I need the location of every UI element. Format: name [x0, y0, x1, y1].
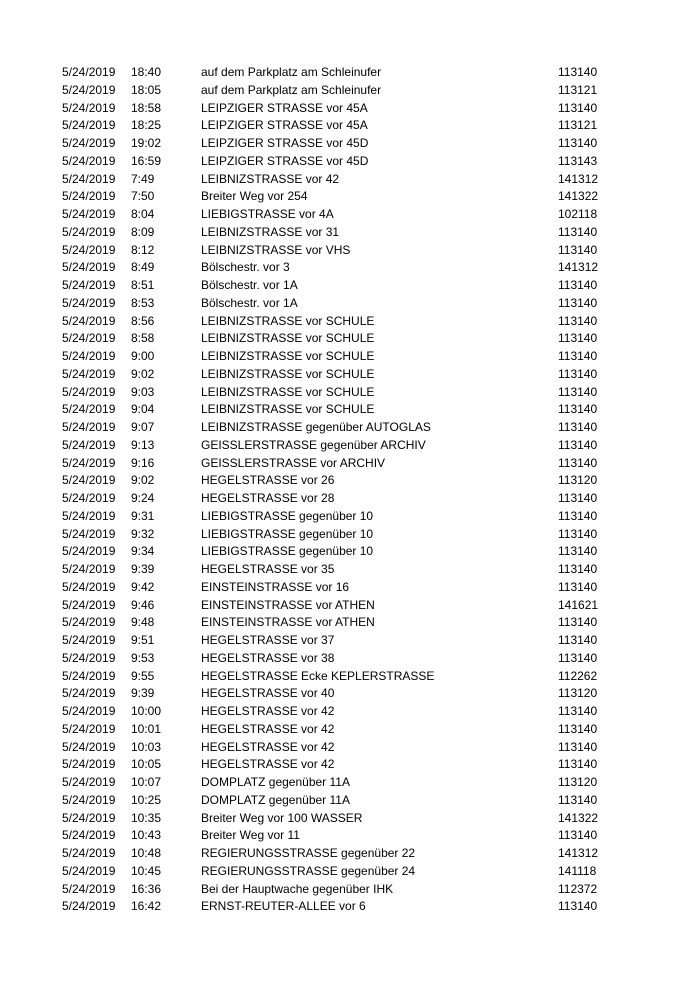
location-cell: EINSTEINSTRASSE vor 16 — [201, 579, 350, 594]
code-cell: 112262 — [558, 668, 598, 683]
date-cell: 5/24/2019 — [62, 597, 116, 612]
time-cell: 8:51 — [131, 278, 155, 292]
time-cell: 8:49 — [131, 260, 155, 275]
time-cell: 10:35 — [131, 810, 162, 825]
table-row — [0, 650, 700, 668]
date-cell: 5/24/2019 — [62, 491, 116, 505]
table-row — [0, 455, 700, 473]
location-cell: Bölschestr. vor 1A — [201, 278, 298, 292]
location-cell: EINSTEINSTRASSE vor ATHEN — [201, 597, 375, 612]
code-cell: 113140 — [558, 757, 598, 772]
date-cell: 5/24/2019 — [62, 295, 116, 310]
location-cell: LIEBIGSTRASSE vor 4A — [201, 207, 334, 221]
code-cell: 113121 — [558, 82, 598, 97]
code-cell: 141118 — [558, 863, 597, 878]
time-cell: 10:45 — [131, 863, 162, 878]
date-cell: 5/24/2019 — [62, 402, 116, 417]
time-cell: 19:02 — [131, 136, 162, 150]
code-cell: 113140 — [558, 366, 598, 381]
date-cell: 5/24/2019 — [62, 313, 116, 328]
location-cell: Bei der Hauptwache gegenüber IHK — [201, 881, 394, 896]
code-cell: 113140 — [558, 508, 598, 523]
table-row — [0, 366, 700, 384]
date-cell: 5/24/2019 — [62, 775, 116, 789]
location-cell: HEGELSTRASSE vor 42 — [201, 739, 335, 754]
location-cell: LEIBNIZSTRASSE vor 42 — [201, 171, 340, 186]
time-cell: 9:31 — [131, 508, 155, 523]
table-row — [0, 543, 700, 561]
location-cell: HEGELSTRASSE vor 26 — [201, 473, 335, 488]
code-cell: 113140 — [558, 650, 598, 665]
data-table — [0, 64, 700, 916]
table-row — [0, 64, 700, 82]
time-cell: 9:03 — [131, 384, 155, 399]
code-cell: 113140 — [558, 526, 598, 541]
location-cell: REGIERUNGSSTRASSE gegenüber 22 — [201, 846, 416, 860]
code-cell: 113140 — [558, 278, 598, 292]
table-row — [0, 792, 700, 810]
time-cell: 8:09 — [131, 224, 155, 239]
code-cell: 113140 — [558, 491, 598, 505]
code-cell: 113140 — [558, 704, 598, 718]
code-cell: 113140 — [558, 437, 598, 452]
time-cell: 8:58 — [131, 331, 155, 346]
location-cell: HEGELSTRASSE vor 42 — [201, 704, 335, 718]
location-cell: auf dem Parkplatz am Schleinufer — [201, 82, 382, 97]
time-cell: 10:05 — [131, 757, 162, 772]
table-row — [0, 313, 700, 331]
date-cell: 5/24/2019 — [62, 633, 116, 647]
code-cell: 113140 — [558, 579, 598, 594]
code-cell: 113140 — [558, 899, 598, 914]
time-cell: 9:07 — [131, 420, 155, 434]
location-cell: GEISSLERSTRASSE vor ARCHIV — [201, 455, 386, 470]
date-cell: 5/24/2019 — [62, 704, 116, 718]
code-cell: 113120 — [558, 775, 598, 789]
time-cell: 9:46 — [131, 597, 155, 612]
table-row — [0, 82, 700, 100]
code-cell: 113140 — [558, 828, 598, 843]
date-cell: 5/24/2019 — [62, 366, 116, 381]
time-cell: 10:25 — [131, 792, 162, 807]
date-cell: 5/24/2019 — [62, 579, 116, 594]
date-cell: 5/24/2019 — [62, 437, 116, 452]
location-cell: HEGELSTRASSE vor 38 — [201, 650, 335, 665]
date-cell: 5/24/2019 — [62, 207, 116, 221]
code-cell: 113140 — [558, 100, 598, 115]
time-cell: 9:53 — [131, 650, 155, 665]
date-cell: 5/24/2019 — [62, 171, 116, 186]
date-cell: 5/24/2019 — [62, 65, 116, 79]
location-cell: LEIBNIZSTRASSE vor SCHULE — [201, 402, 375, 417]
location-cell: Bölschestr. vor 1A — [201, 295, 298, 310]
time-cell: 8:04 — [131, 207, 155, 221]
table-row — [0, 881, 700, 899]
table-row — [0, 827, 700, 845]
code-cell: 113140 — [558, 295, 598, 310]
code-cell: 113143 — [558, 153, 598, 168]
code-cell: 113140 — [558, 65, 598, 79]
date-cell: 5/24/2019 — [62, 668, 116, 683]
location-cell: LEIBNIZSTRASSE vor SCHULE — [201, 313, 375, 328]
table-row — [0, 153, 700, 171]
date-cell: 5/24/2019 — [62, 846, 116, 860]
code-cell: 113121 — [558, 118, 598, 133]
location-cell: ERNST-REUTER-ALLEE vor 6 — [201, 899, 366, 914]
time-cell: 9:55 — [131, 668, 155, 683]
location-cell: LEIBNIZSTRASSE vor 31 — [201, 224, 340, 239]
date-cell: 5/24/2019 — [62, 828, 116, 843]
date-cell: 5/24/2019 — [62, 420, 116, 434]
location-cell: Bölschestr. vor 3 — [201, 260, 290, 275]
table-row — [0, 242, 700, 260]
code-cell: 113140 — [558, 402, 598, 417]
time-cell: 18:05 — [131, 82, 162, 97]
code-cell: 113140 — [558, 349, 598, 363]
table-row — [0, 490, 700, 508]
time-cell: 8:53 — [131, 295, 155, 310]
code-cell: 141312 — [558, 260, 599, 275]
date-cell: 5/24/2019 — [62, 331, 116, 346]
code-cell: 113140 — [558, 562, 598, 576]
location-cell: HEGELSTRASSE vor 42 — [201, 721, 335, 736]
date-cell: 5/24/2019 — [62, 562, 116, 576]
code-cell: 113140 — [558, 544, 598, 559]
table-row — [0, 632, 700, 650]
table-row — [0, 774, 700, 792]
code-cell: 113120 — [558, 473, 598, 488]
table-row — [0, 259, 700, 277]
table-row — [0, 419, 700, 437]
date-cell: 5/24/2019 — [62, 721, 116, 736]
time-cell: 9:02 — [131, 366, 155, 381]
code-cell: 113140 — [558, 455, 598, 470]
date-cell: 5/24/2019 — [62, 384, 116, 399]
code-cell: 113140 — [558, 633, 598, 647]
code-cell: 141322 — [558, 810, 599, 825]
location-cell: HEGELSTRASSE vor 40 — [201, 686, 335, 701]
time-cell: 9:51 — [131, 633, 155, 647]
table-row — [0, 295, 700, 313]
date-cell: 5/24/2019 — [62, 260, 116, 275]
time-cell: 16:36 — [131, 881, 162, 896]
table-row — [0, 206, 700, 224]
table-row — [0, 810, 700, 828]
location-cell: HEGELSTRASSE vor 35 — [201, 562, 335, 576]
time-cell: 9:39 — [131, 562, 155, 576]
table-row — [0, 171, 700, 189]
table-row — [0, 668, 700, 686]
time-cell: 10:00 — [131, 704, 162, 718]
location-cell: REGIERUNGSSTRASSE gegenüber 24 — [201, 863, 416, 878]
time-cell: 10:48 — [131, 846, 162, 860]
time-cell: 10:03 — [131, 739, 162, 754]
table-row — [0, 117, 700, 135]
location-cell: GEISSLERSTRASSE gegenüber ARCHIV — [201, 437, 426, 452]
time-cell: 9:32 — [131, 526, 155, 541]
date-cell: 5/24/2019 — [62, 224, 116, 239]
table-row — [0, 100, 700, 118]
date-cell: 5/24/2019 — [62, 686, 116, 701]
date-cell: 5/24/2019 — [62, 118, 116, 133]
table-row — [0, 526, 700, 544]
code-cell: 141312 — [558, 171, 599, 186]
code-cell: 141322 — [558, 189, 599, 204]
date-cell: 5/24/2019 — [62, 455, 116, 470]
time-cell: 9:34 — [131, 544, 155, 559]
location-cell: LEIPZIGER STRASSE vor 45D — [201, 136, 369, 150]
table-row — [0, 384, 700, 402]
date-cell: 5/24/2019 — [62, 278, 116, 292]
date-cell: 5/24/2019 — [62, 526, 116, 541]
time-cell: 9:00 — [131, 349, 155, 363]
code-cell: 113140 — [558, 313, 598, 328]
location-cell: HEGELSTRASSE vor 28 — [201, 491, 335, 505]
table-row — [0, 401, 700, 419]
location-cell: LIEBIGSTRASSE gegenüber 10 — [201, 526, 374, 541]
date-cell: 5/24/2019 — [62, 189, 116, 204]
time-cell: 9:24 — [131, 491, 155, 505]
time-cell: 8:12 — [131, 242, 155, 257]
table-row — [0, 135, 700, 153]
date-cell: 5/24/2019 — [62, 544, 116, 559]
date-cell: 5/24/2019 — [62, 473, 116, 488]
location-cell: LEIBNIZSTRASSE gegenüber AUTOGLAS — [201, 420, 431, 434]
time-cell: 7:50 — [131, 189, 155, 204]
date-cell: 5/24/2019 — [62, 82, 116, 97]
table-row — [0, 437, 700, 455]
time-cell: 10:43 — [131, 828, 162, 843]
date-cell: 5/24/2019 — [62, 899, 116, 914]
code-cell: 113140 — [558, 242, 598, 257]
code-cell: 113140 — [558, 420, 598, 434]
table-row — [0, 898, 700, 916]
location-cell: LEIPZIGER STRASSE vor 45A — [201, 100, 368, 115]
code-cell: 112372 — [558, 881, 598, 896]
location-cell: Breiter Weg vor 100 WASSER — [201, 810, 363, 825]
date-cell: 5/24/2019 — [62, 739, 116, 754]
location-cell: EINSTEINSTRASSE vor ATHEN — [201, 615, 375, 630]
table-row — [0, 703, 700, 721]
table-row — [0, 472, 700, 490]
date-cell: 5/24/2019 — [62, 136, 116, 150]
code-cell: 113140 — [558, 615, 598, 630]
time-cell: 9:02 — [131, 473, 155, 488]
date-cell: 5/24/2019 — [62, 792, 116, 807]
code-cell: 113140 — [558, 384, 598, 399]
location-cell: LEIBNIZSTRASSE vor SCHULE — [201, 349, 375, 363]
code-cell: 113120 — [558, 686, 598, 701]
location-cell: HEGELSTRASSE vor 42 — [201, 757, 335, 772]
time-cell: 9:42 — [131, 579, 155, 594]
date-cell: 5/24/2019 — [62, 810, 116, 825]
location-cell: Breiter Weg vor 11 — [201, 828, 300, 843]
code-cell: 113140 — [558, 792, 598, 807]
table-row — [0, 348, 700, 366]
location-cell: Breiter Weg vor 254 — [201, 189, 308, 204]
location-cell: LEIBNIZSTRASSE vor SCHULE — [201, 384, 375, 399]
date-cell: 5/24/2019 — [62, 863, 116, 878]
table-row — [0, 685, 700, 703]
time-cell: 18:40 — [131, 65, 162, 79]
time-cell: 8:56 — [131, 313, 155, 328]
table-row — [0, 561, 700, 579]
time-cell: 9:39 — [131, 686, 155, 701]
time-cell: 9:04 — [131, 402, 155, 417]
time-cell: 10:07 — [131, 775, 162, 789]
time-cell: 10:01 — [131, 721, 162, 736]
table-row — [0, 277, 700, 295]
table-row — [0, 845, 700, 863]
location-cell: LEIBNIZSTRASSE vor SCHULE — [201, 331, 375, 346]
time-cell: 16:42 — [131, 899, 162, 914]
location-cell: DOMPLATZ gegenüber 11A — [201, 792, 350, 807]
table-row — [0, 597, 700, 615]
table-row — [0, 579, 700, 597]
table-row — [0, 330, 700, 348]
date-cell: 5/24/2019 — [62, 881, 116, 896]
date-cell: 5/24/2019 — [62, 615, 116, 630]
date-cell: 5/24/2019 — [62, 349, 116, 363]
table-row — [0, 508, 700, 526]
date-cell: 5/24/2019 — [62, 650, 116, 665]
location-cell: LEIBNIZSTRASSE vor VHS — [201, 242, 351, 257]
table-row — [0, 863, 700, 881]
date-cell: 5/24/2019 — [62, 153, 116, 168]
time-cell: 9:13 — [131, 437, 155, 452]
location-cell: LEIBNIZSTRASSE vor SCHULE — [201, 366, 375, 381]
code-cell: 113140 — [558, 739, 598, 754]
time-cell: 18:25 — [131, 118, 162, 133]
location-cell: HEGELSTRASSE vor 37 — [201, 633, 335, 647]
location-cell: LIEBIGSTRASSE gegenüber 10 — [201, 508, 374, 523]
time-cell: 9:16 — [131, 455, 155, 470]
date-cell: 5/24/2019 — [62, 508, 116, 523]
code-cell: 113140 — [558, 224, 598, 239]
date-cell: 5/24/2019 — [62, 757, 116, 772]
date-cell: 5/24/2019 — [62, 242, 116, 257]
location-cell: HEGELSTRASSE Ecke KEPLERSTRASSE — [201, 668, 435, 683]
code-cell: 141621 — [558, 597, 599, 612]
date-cell: 5/24/2019 — [62, 100, 116, 115]
table-row — [0, 756, 700, 774]
code-cell: 141312 — [558, 846, 599, 860]
location-cell: DOMPLATZ gegenüber 11A — [201, 775, 350, 789]
code-cell: 113140 — [558, 331, 598, 346]
code-cell: 113140 — [558, 136, 598, 150]
time-cell: 9:48 — [131, 615, 155, 630]
table-row — [0, 614, 700, 632]
location-cell: LEIPZIGER STRASSE vor 45A — [201, 118, 368, 133]
table-row — [0, 188, 700, 206]
time-cell: 18:58 — [131, 100, 162, 115]
table-row — [0, 224, 700, 242]
code-cell: 113140 — [558, 721, 598, 736]
table-row — [0, 721, 700, 739]
table-row — [0, 739, 700, 757]
time-cell: 16:59 — [131, 153, 162, 168]
code-cell: 102118 — [558, 207, 598, 221]
location-cell: LEIPZIGER STRASSE vor 45D — [201, 153, 369, 168]
location-cell: auf dem Parkplatz am Schleinufer — [201, 65, 382, 79]
time-cell: 7:49 — [131, 171, 155, 186]
location-cell: LIEBIGSTRASSE gegenüber 10 — [201, 544, 374, 559]
